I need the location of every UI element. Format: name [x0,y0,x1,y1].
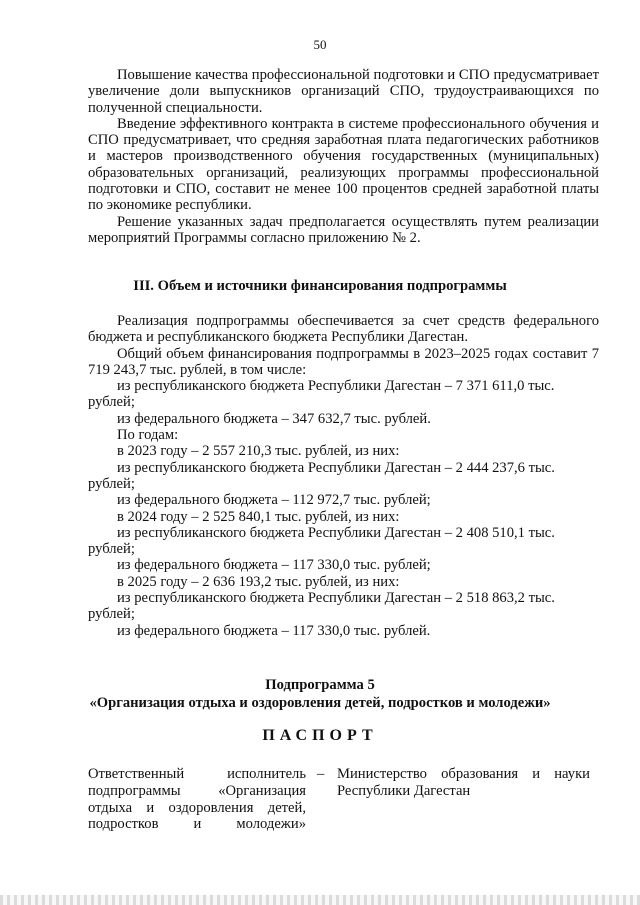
paragraph-tasks-solution: Решение указанных задач предполагается осуществлять путем реализации мероприятий Программы согласно приложению № 2. [88,213,599,246]
funding-2025-republic: из республиканского бюджета Республики Дагестан – 2 518 863,2 тыс. рублей; [88,590,555,623]
passport-title: ПАСПОРТ [262,727,378,744]
section-heading-funding: III. Объем и источники финансирования подпрограммы [133,278,507,294]
subprogram-name: «Организация отдыха и оздоровления детей, подростков и молодежи» [89,695,551,711]
funding-total-federal: из федерального бюджета – 347 632,7 тыс. рублей. [117,410,431,427]
funding-text-block [88,313,599,639]
paragraph-effective-contract: Введение эффективного контракта в системе профессионального обучения и СПО предусматривает, что средняя заработная плата педагогических работников и мастеров производственного обучения государственных (муниципальных) образовательных организаций, реализующих программы профессиональной подготовки и СПО, составит не менее 100 процентов средней заработной платы по экономике республики. [88,115,599,214]
funding-2023-federal: из федерального бюджета – 112 972,7 тыс. рублей; [117,492,431,509]
paragraph-vocational-quality: Повышение качества профессиональной подготовки и СПО предусматривает увеличение доли выпускников организаций СПО, трудоустраивающихся по полученной специальности. [88,67,599,116]
funding-intro: Реализация подпрограммы обеспечивается за счет средств федерального бюджета и республиканского бюджета Республики Дагестан. [88,313,599,346]
passport-row-label: Ответственный исполнитель подпрограммы «Организация отдыха и оздоровления детей, подростков и молодежи» [88,766,306,833]
funding-2024: в 2024 году – 2 525 840,1 тыс. рублей, из них: [117,508,400,525]
funding-2023: в 2023 году – 2 557 210,3 тыс. рублей, из них: [117,443,400,460]
page-number: 50 [313,37,327,52]
subprogram-number: Подпрограмма 5 [265,677,375,693]
scan-bottom-edge [0,895,640,905]
funding-2024-republic: из республиканского бюджета Республики Дагестан – 2 408 510,1 тыс. рублей; [88,524,555,558]
funding-2024-federal: из федерального бюджета – 117 330,0 тыс. рублей; [117,557,431,574]
funding-total-republic: из республиканского бюджета Республики Дагестан – 7 371 611,0 тыс. рублей; [88,378,555,411]
funding-2023-republic: из республиканского бюджета Республики Дагестан – 2 444 237,6 тыс. рублей; [88,459,555,492]
funding-by-years-label: По годам: [117,427,179,444]
funding-2025: в 2025 году – 2 636 193,2 тыс. рублей, из них: [117,573,400,590]
passport-row-dash: – [317,766,325,782]
funding-total: Общий объем финансирования подпрограммы в 2023–2025 годах составит 7 719 243,7 тыс. рублей, в том числе: [88,345,599,378]
intro-text-block [88,67,599,246]
funding-2025-federal: из федерального бюджета – 117 330,0 тыс. рублей. [117,622,431,639]
passport-row-value: Министерство образования и науки Республики Дагестан [337,766,590,799]
